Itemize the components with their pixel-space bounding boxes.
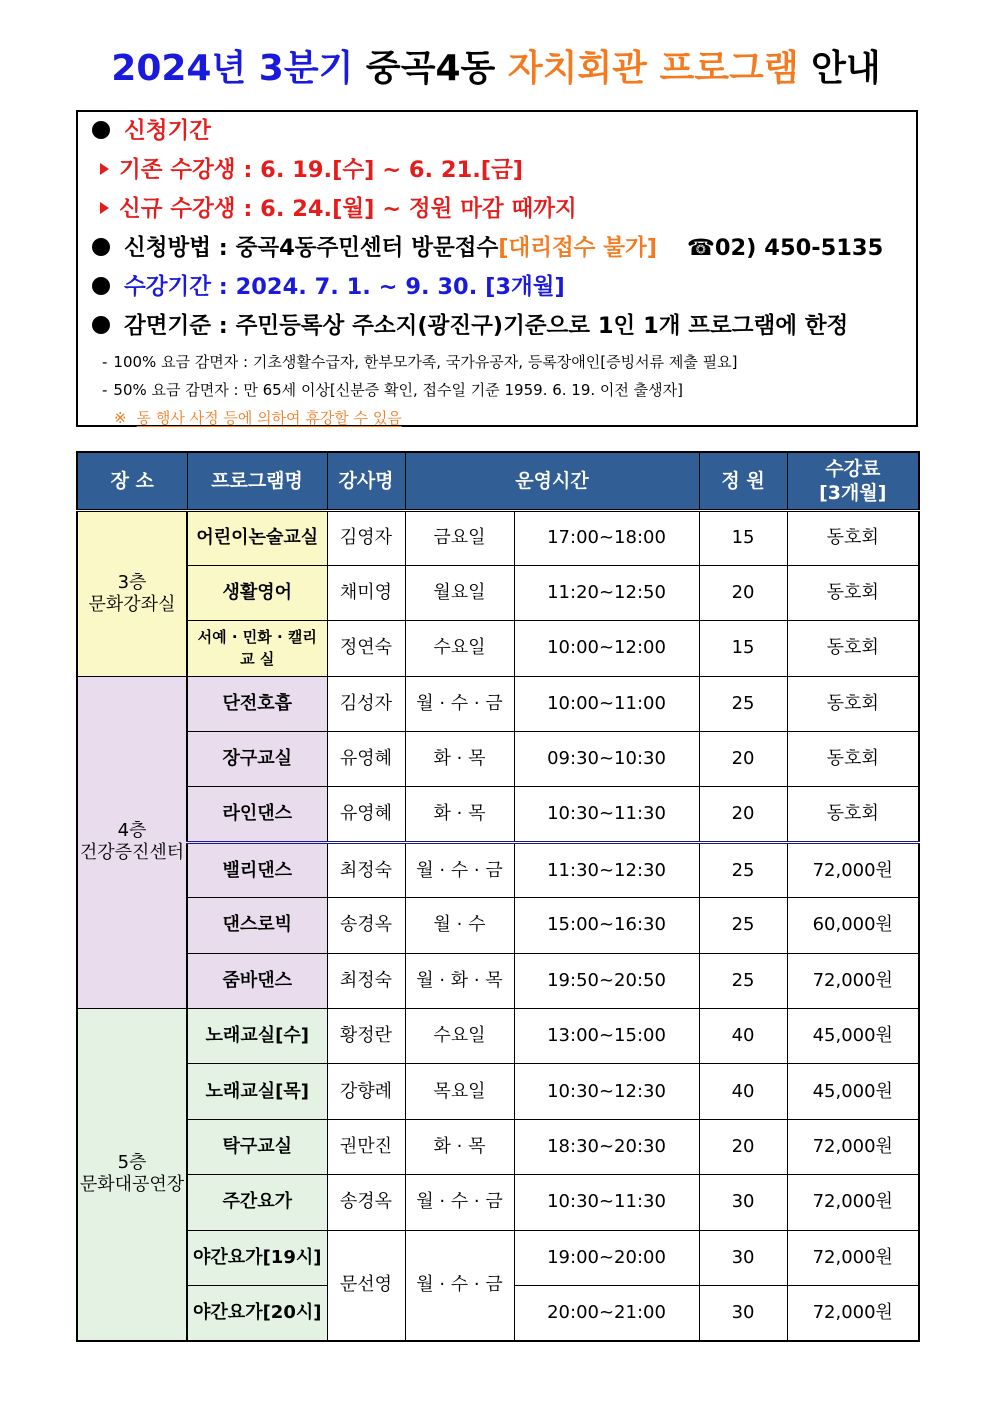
title-program: 자치회관 프로그램 [507,48,799,89]
instructor: 김성자 [327,676,405,731]
capacity: 20 [699,565,787,620]
bullet-icon [92,238,110,256]
bullet-icon [92,316,110,334]
location-3f: 3층 문화강좌실 [77,510,187,676]
instructor: 김영자 [327,510,405,565]
bullet-icon [92,277,110,295]
table-row [77,510,919,565]
capacity: 25 [699,953,787,1008]
fee: 72,000원 [787,1175,919,1230]
time: 11:30~12:30 [514,842,699,897]
instructor: 문선영 [327,1230,405,1341]
capacity: 30 [699,1285,787,1340]
table-row [77,565,919,620]
fee: 45,000원 [787,1009,919,1064]
header-location: 장 소 [77,452,187,510]
capacity: 30 [699,1175,787,1230]
triangle-right-icon [100,163,109,175]
instructor: 송경옥 [327,1175,405,1230]
program-name: 장구교실 [187,732,327,787]
days: 화 · 목 [405,787,514,842]
capacity: 20 [699,732,787,787]
capacity: 40 [699,1064,787,1119]
instructor: 권만진 [327,1119,405,1174]
table-row [77,953,919,1008]
phone-number: ☎02) 450-5135 [686,235,884,261]
fee: 72,000원 [787,1230,919,1285]
instructor: 강향례 [327,1064,405,1119]
fee: 동호회 [787,565,919,620]
fee: 동호회 [787,676,919,731]
days: 월 · 수 · 금 [405,842,514,897]
title-quarter: 2024년 3분기 [111,48,354,89]
instructor: 최정숙 [327,953,405,1008]
table-row [77,1064,919,1119]
header-fee: 수강료 [3개월] [787,452,919,510]
page-title [0,40,992,91]
days: 월 · 수 · 금 [405,1230,514,1341]
capacity: 40 [699,1009,787,1064]
days: 월 · 수 · 금 [405,676,514,731]
days: 화 · 목 [405,732,514,787]
info-box [76,110,918,427]
program-name: 댄스로빅 [187,898,327,953]
capacity: 30 [699,1230,787,1285]
days: 금요일 [405,510,514,565]
program-name: 서예 · 민화 · 캘리 교 실 [187,621,327,676]
fee: 72,000원 [787,1285,919,1340]
table-row [77,1175,919,1230]
days: 목요일 [405,1064,514,1119]
time: 15:00~16:30 [514,898,699,953]
discount-half: - 50% 요금 감면자 : 만 65세 이상[신분증 확인, 접수일 기준 1959. 6. 19. 이전 출생자] [102,381,683,399]
time: 20:00~21:00 [514,1285,699,1340]
instructor: 최정숙 [327,842,405,897]
capacity: 20 [699,787,787,842]
new-students-period: 신규 수강생 : 6. 24.[월] ~ 정원 마감 때까지 [92,192,916,231]
program-name: 밸리댄스 [187,842,327,897]
capacity: 25 [699,842,787,897]
title-guide: 안내 [811,48,881,89]
program-name: 줌바댄스 [187,953,327,1008]
application-method: 신청방법 : 중곡4동주민센터 방문접수[대리접수 불가] ☎02) 450-5135 [92,231,916,270]
program-name: 어린이논술교실 [187,510,327,565]
program-name: 야간요가[20시] [187,1285,327,1340]
program-name: 단전호흡 [187,676,327,731]
instructor: 송경옥 [327,898,405,953]
days: 수요일 [405,1009,514,1064]
table-row [77,898,919,953]
location-4f: 4층 건강증진센터 [77,676,187,1008]
instructor: 정연숙 [327,621,405,676]
time: 10:30~11:30 [514,787,699,842]
program-name: 주간요가 [187,1175,327,1230]
capacity: 15 [699,621,787,676]
location-5f: 5층 문화대공연장 [77,1009,187,1341]
capacity: 25 [699,898,787,953]
capacity: 15 [699,510,787,565]
proxy-not-allowed-note: [대리접수 불가] [498,235,657,261]
time: 10:00~11:00 [514,676,699,731]
program-name: 야간요가[19시] [187,1230,327,1285]
time: 10:30~12:30 [514,1064,699,1119]
header-capacity: 정 원 [699,452,787,510]
fee: 72,000원 [787,953,919,1008]
time: 10:30~11:30 [514,1175,699,1230]
program-name: 생활영어 [187,565,327,620]
program-table [76,451,920,1342]
fee: 60,000원 [787,898,919,953]
program-name: 탁구교실 [187,1119,327,1174]
days: 월요일 [405,565,514,620]
time: 10:00~12:00 [514,621,699,676]
table-row [77,1119,919,1174]
header-program: 프로그램명 [187,452,327,510]
fee: 동호회 [787,510,919,565]
course-period: 수강기간 : 2024. 7. 1. ~ 9. 30. [3개월] [92,270,916,309]
instructor: 황정란 [327,1009,405,1064]
table-row [77,676,919,731]
discount-full: - 100% 요금 감면자 : 기초생활수급자, 한부모가족, 국가유공자, 등록장애인[증빙서류 제출 필요] [102,353,738,371]
program-name: 노래교실[수] [187,1009,327,1064]
time: 17:00~18:00 [514,510,699,565]
instructor: 채미영 [327,565,405,620]
triangle-right-icon [100,202,109,214]
days: 월 · 수 [405,898,514,953]
discount-criteria: 감면기준 : 주민등록상 주소지(광진구)기준으로 1인 1개 프로그램에 한정 [92,309,916,348]
time: 11:20~12:50 [514,565,699,620]
existing-students-period: 기존 수강생 : 6. 19.[수] ~ 6. 21.[금] [92,153,916,192]
time: 19:00~20:00 [514,1230,699,1285]
title-district: 중곡4동 [365,48,496,89]
instructor: 유영혜 [327,732,405,787]
fee: 72,000원 [787,1119,919,1174]
capacity: 20 [699,1119,787,1174]
days: 월 · 수 · 금 [405,1175,514,1230]
days: 화 · 목 [405,1119,514,1174]
table-row [77,787,919,842]
time: 19:50~20:50 [514,953,699,1008]
instructor: 유영혜 [327,787,405,842]
days: 월 · 화 · 목 [405,953,514,1008]
bullet-icon [92,121,110,139]
time: 18:30~20:30 [514,1119,699,1174]
fee: 45,000원 [787,1064,919,1119]
days: 수요일 [405,621,514,676]
table-header-row [77,452,919,510]
application-period-heading: 신청기간 [92,114,916,153]
fee: 동호회 [787,732,919,787]
capacity: 25 [699,676,787,731]
table-row [77,621,919,676]
fee: 동호회 [787,787,919,842]
table-row [77,1230,919,1285]
header-instructor: 강사명 [327,452,405,510]
time: 09:30~10:30 [514,732,699,787]
table-row [77,732,919,787]
cancellation-notice: ※ 동 행사 사정 등에 의하여 휴강할 수 있음 [114,409,402,427]
program-name: 노래교실[목] [187,1064,327,1119]
reference-mark-icon: ※ [114,409,127,427]
fee: 72,000원 [787,842,919,897]
time: 13:00~15:00 [514,1009,699,1064]
program-name: 라인댄스 [187,787,327,842]
fee: 동호회 [787,621,919,676]
header-schedule: 운영시간 [405,452,699,510]
table-row [77,1009,919,1064]
table-row [77,842,919,897]
